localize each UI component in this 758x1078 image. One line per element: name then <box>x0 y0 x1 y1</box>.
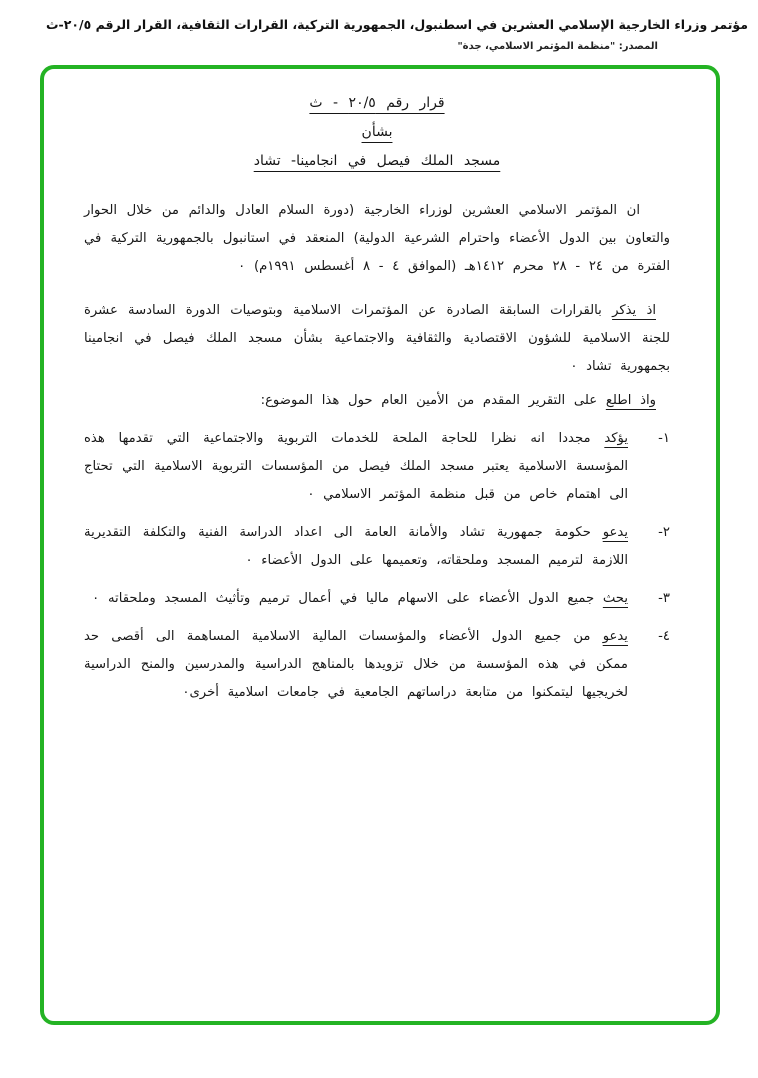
clause-2-number: ٢- <box>658 525 670 540</box>
clause-4-number: ٤- <box>658 629 670 644</box>
clause-4-lead: يدعو <box>602 629 628 644</box>
clause-3 <box>84 585 670 613</box>
clause-3-number: ٣- <box>658 591 670 606</box>
recall-paragraph <box>84 297 670 381</box>
caption-source: المصدر: "منظمة المؤتمر الاسلامي، جدة" <box>457 41 658 52</box>
resolution-heading <box>84 93 670 171</box>
resolution-regarding-title: بشأن <box>361 124 393 140</box>
clause-4-body: من جميع الدول الأعضاء والمؤسسات المالية الاسلامية المساهمة الى أقصى حد ممكن في هذه المؤسسة من خلال تزويدها بالمناهج الدراسية والمدرسين والمنح الدراسية لخريجيها ليتمكنوا من متابعة دراساتهم الجامعية في جامعات اسلامية أخرى٠ <box>84 629 628 700</box>
clause-4-text <box>84 623 628 707</box>
recall-lead: اذ يذكر <box>612 303 656 318</box>
caption-title: مؤتمر وزراء الخارجية الإسلامي العشرين في اسطنبول، الجمهورية التركية، القرارات الثقافية، القرار الرقم ٢٠/٥-ث <box>46 17 748 32</box>
page-caption <box>0 0 758 52</box>
clause-3-lead: يحث <box>602 591 628 606</box>
review-lead: واذ اطلع <box>605 393 656 408</box>
scanned-document-frame <box>40 65 720 1025</box>
clause-2-body: حكومة جمهورية تشاد والأمانة العامة الى اعداد الدراسة الفنية والتكلفة التقديرية اللازمة لترميم المسجد وملحقاته، وتعميمها على الدول الأعضاء ٠ <box>84 525 628 568</box>
clause-4 <box>84 623 670 707</box>
recall-text: بالقرارات السابقة الصادرة عن المؤتمرات الاسلامية وبتوصيات الدورة السادسة عشرة للجنة الاسلامية للشؤون الاقتصادية والثقافية والاجتماعية بشأن مسجد الملك فيصل في انجامينا بجمهورية تشاد ٠ <box>84 303 670 374</box>
preamble-paragraph: ان المؤتمر الاسلامي العشرين لوزراء الخارجية (دورة السلام العادل والدائم من خلال الحوار والتعاون بين الدول الأعضاء واحترام الشرعية الدولية) المنعقد في استانبول بالجمهورية التركية في الفترة من ٢٤ - ٢٨ محرم ١٤١٢هـ (الموافق ٤ - ٨ أغسطس ١٩٩١م) ٠ <box>84 203 670 274</box>
clause-2-text <box>84 519 628 575</box>
review-text: على التقرير المقدم من الأمين العام حول هذا الموضوع: <box>260 393 598 408</box>
clause-1-number: ١- <box>658 431 670 446</box>
clause-3-body: جميع الدول الأعضاء على الاسهام ماليا في أعمال ترميم وتأثيث المسجد وملحقاته ٠ <box>92 591 595 606</box>
clause-2-lead: يدعو <box>602 525 628 540</box>
clause-1-body: مجددا انه نظرا للحاجة الملحة للخدمات التربوية والاجتماعية التي تقدمها هذه المؤسسة الاسلامية يعتبر مسجد الملك فيصل من المؤسسات التربوية الاسلامية التي تحتاج الى اهتمام خاص من قبل منظمة المؤتمر الاسلامي ٠ <box>84 431 628 502</box>
resolution-clauses <box>84 425 670 707</box>
clause-3-text <box>84 585 628 613</box>
clause-1-text <box>84 425 628 509</box>
resolution-number-title: قرار رقم ٢٠/٥ - ث <box>309 95 445 111</box>
review-paragraph <box>84 387 670 415</box>
clause-2 <box>84 519 670 575</box>
clause-1 <box>84 425 670 509</box>
clause-1-lead: يؤكد <box>604 431 628 446</box>
resolution-subject-title: مسجد الملك فيصل في انجامينا- تشاد <box>253 153 501 169</box>
